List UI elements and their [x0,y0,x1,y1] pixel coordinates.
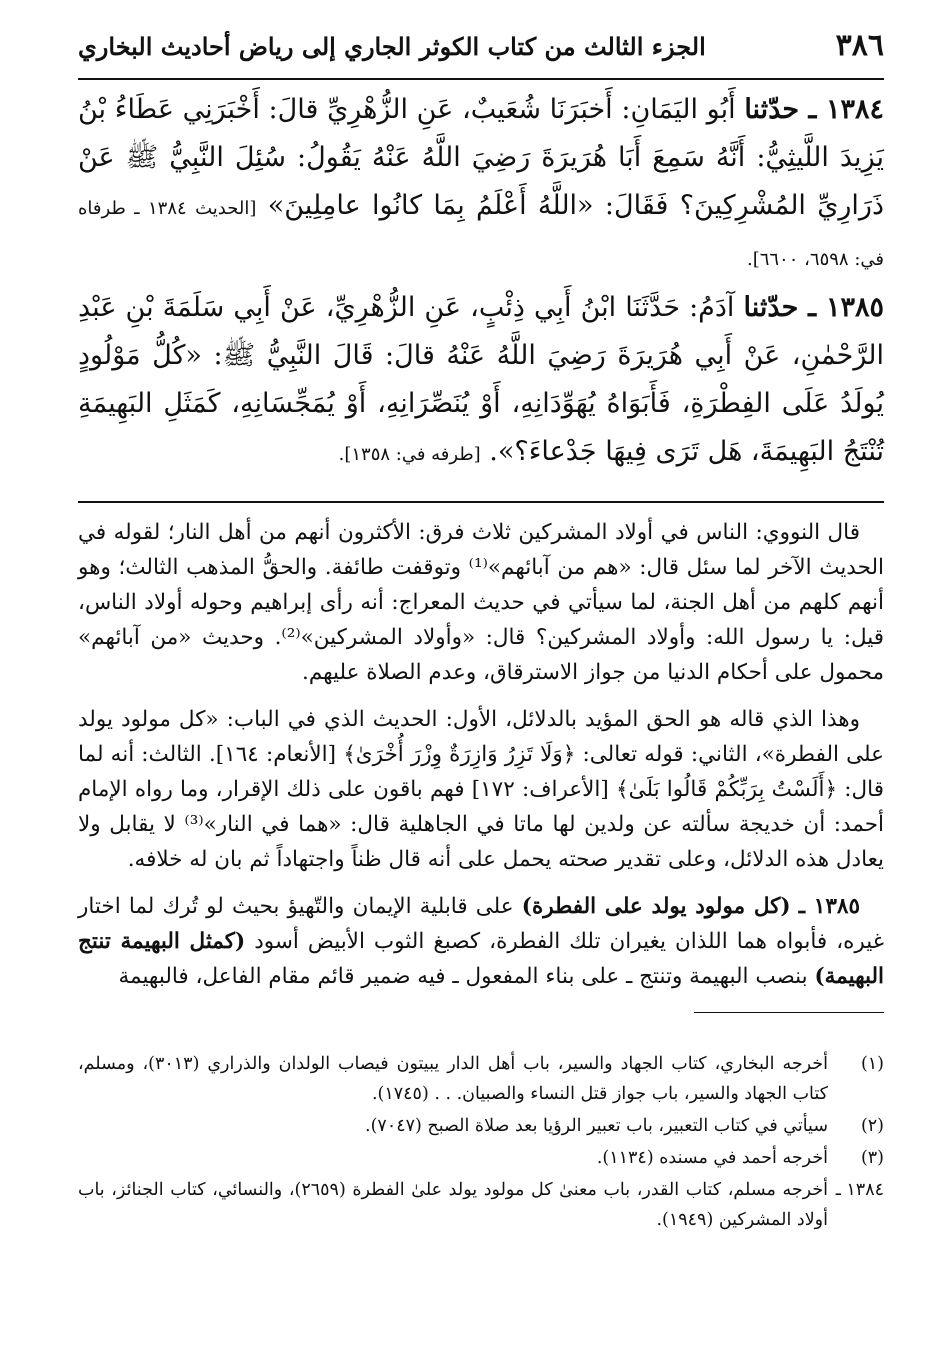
footnote-text: سيأتي في كتاب التعبير، باب تعبير الرؤيا بعد صلاة الصبح (٧٠٤٧). [365,1116,828,1136]
quoted-phrase: (كمثل البهيمة تنتج البهيمة) [78,929,884,989]
hadith-text: أَبُو اليَمَانِ: أَخبَرَنَا شُعَيبٌ، عَنِ الزُّهْرِيِّ قالَ: أَخْبَرَنِي عَطَاءُ بْنُ يَزِيدَ اللَّيثِيُّ: أَنَّهُ سَمِعَ أَبَا هُرَيرَةَ رَضِيَ اللَّهُ عَنْهُ يَقُولُ: سُئِلَ النَّبِيُّ ﷺ عَنْ ذَرَارِيِّ المُشْرِكِينَ؟ فَقَالَ: «اللَّهُ أَعْلَمُ بِمَا كانُوا عامِلِينَ» [78,94,884,221]
hadith-reference: [طرفه في: ١٣٥٨]. [338,444,481,465]
hadith-1385 [78,284,884,479]
commentary-paragraph: قال النووي: الناس في أولاد المشركين ثلاث فرق: الأكثرون أنهم من أهل النار؛ لقوله في الحديث الآخر لما سئل قال: «هم من آبائهم»⁽¹⁾ وتوقفت طائفة. والحقُّ المذهب الثالث؛ وهو أنهم كلهم من أهل الجنة، لما سيأتي في حديث المعراج: أنه رأى إبراهيم وحوله أولاد الناس، قيل: يا رسول الله: وأولاد المشركين؟ قال: «وأولاد المشركين»⁽²⁾. وحديث «من آبائهم» محمول على أحكام الدنيا من جواز الاسترقاق، وعدم الصلاة عليهم. [78,520,884,685]
footnote-text: أخرجه أحمد في مسنده (١١٣٤). [596,1148,828,1168]
footnote-mark: ١٣٨٤ ـ [835,1180,884,1200]
hadith-1384 [78,86,884,284]
footnote-divider [694,1012,884,1013]
explanation-text: على قابلية الإيمان والتّهيؤ بحيث لو تُرك لما اختار غيره، فأبواه هما اللذان يغيران تلك الفطرة، كصبغ الثوب الأبيض أسود [78,894,884,954]
hadith-section [78,86,884,479]
footnote [78,1175,884,1235]
footnote [78,1049,884,1109]
footnote [78,1143,884,1173]
explanation-text: بنصب البهيمة وتنتج ـ على بناء المفعول ـ فيه ضمير قائم مقام الفاعل، فالبهيمة [118,964,808,989]
commentary-section [78,515,884,994]
footnote-mark: (٢) [860,1116,884,1136]
hadith-number: ١٣٨٤ ـ حدّثنا [744,94,884,125]
commentary-paragraph: وهذا الذي قاله هو الحق المؤيد بالدلائل، الأول: الحديث الذي في الباب: «كل مولود يولد على الفطرة»، الثاني: قوله تعالى: ﴿وَلَا تَزِرُ وَازِرَةٌ وِزْرَ أُخْرَىٰ﴾ [الأنعام: ١٦٤]. الثالث: أنه لما قال: ﴿أَلَسْتُ بِرَبِّكُمْ قَالُوا بَلَىٰ﴾ [الأعراف: ١٧٢] فهم باقون على ذلك الإقرار، وما رواه الإمام أحمد: أن خديجة سألته عن ولدين لها ماتا في الجاهلية قال: «هما في النار»⁽³⁾ لا يقابل ولا يعادل هذه الدلائل، وعلى تقدير صحته يحمل على أنه قال ظناً واجتهاداً ثم بان له خلافه. [78,707,884,872]
quoted-phrase: (كل مولود يولد على الفطرة) [521,894,791,919]
footnote [78,1111,884,1141]
page-number: ٣٨٦ [835,28,884,63]
book-page [78,28,884,1237]
hadith-reference: [الحديث ١٣٨٤ ـ طرفاه في: ٦٥٩٨، ٦٦٠٠]. [78,198,884,270]
footnote-mark: (٣) [860,1148,884,1168]
running-title: الجزء الثالث من كتاب الكوثر الجاري إلى رياض أحاديث البخاري [78,32,706,61]
hadith-text: آدَمُ: حَدَّثَنَا ابْنُ أَبِي ذِئْبٍ، عَنِ الزُّهْرِيِّ، عَنْ أَبِي سَلَمَةَ بْنِ عَبْدِ الرَّحْمٰنِ، عَنْ أَبِي هُرَيرَةَ رَضِيَ اللَّهُ عَنْهُ قالَ: قَالَ النَّبِيُّ ﷺ: «كُلُّ مَوْلُودٍ يُولَدُ عَلَى الفِطْرَةِ، فَأَبَوَاهُ يُهَوِّدَانِهِ، أَوْ يُنَصِّرَانِهِ، أَوْ يُمَجِّسَانِهِ، كَمَثَلِ البَهِيمَةِ تُنْتَجُ البَهِيمَةَ، هَل تَرَى فِيهَا جَدْعاءَ؟». [78,292,884,467]
page-header [78,28,884,80]
footnotes [78,1049,884,1235]
footnote-mark: (١) [860,1054,884,1074]
footnote-text: أخرجه البخاري، كتاب الجهاد والسير، باب أهل الدار يبيتون فيصاب الولدان والذراري (٣٠١٣)، ومسلم، كتاب الجهاد والسير، باب جواز قتل النساء والصبيان. . . (١٧٤٥). [78,1054,828,1104]
section-divider [78,501,884,503]
footnote-text: أخرجه مسلم، كتاب القدر، باب معنىٰ كل مولود يولد علىٰ الفطرة (٢٦٥٩)، والنسائي، كتاب الجنائز، باب أولاد المشركين (١٩٤٩). [78,1180,828,1230]
explanation-paragraph [78,889,884,994]
explanation-number: ١٣٨٥ ـ [798,894,860,919]
hadith-number: ١٣٨٥ ـ حدّثنا [743,292,885,323]
